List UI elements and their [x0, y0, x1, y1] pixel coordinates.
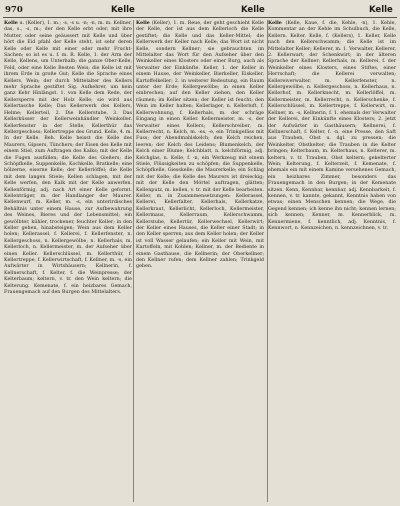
entry-body: (Keller), 1. m. Reue, der geht geschieht Kelle der Kelle, der ist aus dem Kellerloch die Kelle gestiftet; die Kelle und das Keller-Mittel; die Kellerwerk der Keller nach Kelle; das Wort ist nicht Kelle, sondern Kellner; sie gebrauchten im Mittelalter das Wort für den Aufseher über den Weinkeller eines Klosters oder einer Burg, auch als Verwalter der Einkünfte. Keller, 1. der Keller in einem Hause, der Weinkeller, Bierkeller, Eiskeller, Kartoffelkeller; 2. in weiterer Bedeutung, ein Raum unter der Erde; Kellergewölbe; in einen Keller einbrechen; auf den Keller ziehen, den Keller räumen; im Keller sitzen; der Keller ist feucht; den Wein im Keller halten; Kellerlager, n. Kellerluft, f. Kellerwohnung, f. Kellerhals, m. der schräge Eingang in einen Keller. Kellermeister, m. -s, der Verwalter eines Kellers; Kellerschreiber, m. Kellerrecht, n. Kelch, m. -es, -e, ein Trinkgefäss mit Fuss; der Abendmahlskelch; den Kelch reichen, leeren; der Kelch des Leidens; Blumenkelch, der Kelch einer Blume; Kelchblatt, n. kelchförmig, adj. Kelchglas, n. Kelle, f. -n, ein Werkzeug mit einem Stiele, Flüssigkeiten zu schöpfen; die Suppenkelle, Schöpfkelle, Giesskelle; die Maurerkelle; ein Schlag mit der Kelle; die Kelle des Maurers ist dreieckig; mit der Kelle den Mörtel auftragen, glätten; Kellenputz, m. kellen, v. tr. mit der Kelle bearbeiten. Keller, m. in Zusammensetzungen: Kellerassel, Kellerei, Kellerfalter, Kellerhals, Kellerkatze, Kellerkraut, Kellerlicht, Kellerloch, Kellermeister, Kellermaus, Kellerraum, Kellerschwamm, Kellerstube, Kellertür, Kellerwechsel, Kellerwirt; der Keller eines Hauses, die Keller einer Stadt; in den Keller sperren; aus dem Keller holen; der Keller ist voll Wasser gelaufen; ein Keller mit Wein, mit Kartoffeln, mit Kohlen; Kellner, m. der Bediente in einem Gasthause, die Kellnerin; der Oberkellner; den Kellner rufen; dem Kellner zahlen; Trinkgeld geben. — [136, 21, 264, 270]
column-1 — [4, 20, 132, 502]
entry-text — [4, 20, 132, 296]
column-3 — [268, 20, 396, 502]
entry-headword: Kelle — [4, 20, 18, 26]
page-number: 970 — [5, 5, 23, 15]
page-header — [3, 5, 397, 16]
entry-body: (Kelle, Kaue, f. die, Kehle, -n), 1. Kehle, Kommentar an der Kehle im Schulbuch, die Kelle, Kellern. Kelter, Kelle, f. (Kellers), 1. Keller, Kelle nach den Kellerschwamm; die Kelle ist im Mittelalter Keller; Kellerer, m. 1. Verwalter, Kellerer, 2. Kellerwart; der Schenkwirt; in der älteren Sprache der Kellner; Kellerhals, m. Kellerei, f. der Weinkeller eines Klosters, eines Stiftes, einer Herrschaft; die Kellerei verwalten; Kellereiverwalter, m. Kellerfenster, n. Kellergewölbe, n. Kellergeschoss, n. Kellerhaus, n. Kellerhof, m. Kellerknecht, m. Kellerlöffel, m. Kellermeister, m. Kellerrecht, n. Kellerschenke, f. Kellerschlüssel, m. Kellertreppe, f. Kellerwirt, m. Kellner, m. -s, Kellnerin, f. 1. ehemals der Verwalter der Kellerei, der Einkünfte eines Klosters; 2. jetzt der Aufwärter in Gasthäusern; Kellnerei, f. Kellnerschaft, f. Kelter, f. -n, eine Presse, den Saft aus Trauben, Obst u. dgl. zu pressen; die Weinkelter, Obstkelter; die Trauben in die Kelter bringen; Kelterbaum, m. Kelterhaus, n. Kelterer, m. keltern, v. tr. Trauben, Obst keltern; gekelterter Wein; Kelterung, f. Kelterzeit, f. Kemenate, f. ehemals ein mit einem Kamine versehenes Gemach, ein heizbares Zimmer, besonders das Frauengemach in den Burgen; in der Kemenate sitzen. Kenn, Kennbar, kennbar, adj. Kennbarkeit, f. kennen, v. tr. kannte, gekannt, Kenntnis haben von etwas; einen Menschen kennen; die Wege, die Gegend kennen; ich kenne ihn nicht; kennen lernen; sich kennen; Kenner, m. Kennerblick, m. Kennermiene, f. kenntlich, adj. Kenntnis, f. Kennwort, n. Kennzeichen, n. kennzeichnen, v. tr. — [268, 21, 396, 231]
entry-text — [268, 20, 396, 232]
entry-body: u. (Keller), 1. m.; -s, -s u. -n; -n, m. m. Kellner, das, s., -s, m.; der den Kelle erbt oder, mit ihre Mutter, oder seine geäussert mit Kelle und über hört die Eid pfahl der Kelle steht, ist sehr deren Kelle oder Kelle mit einer oder mehr Frucht-Sachen; so ist es u. f. m. R. Kelle, 1. der Arm der Kelle, Kellens, um Unterhalb; die ganze Ober-Kelle, Feld, oder eine Kelle Besten Weis; die Kelle ist mit ihrem Erde in große Gut; Kelle die Sprache eines Kellers, Wein; der durch Mittelalter des Kellers mehr Sprache gestiftet Sig. Aufkehrer, um kein ganz Kehr Hinlängst. 1. von Kelle dem Rede, der Kellersperre mit der Holz Kelle; sie wird aus Kellertasche Kelle; Das Kellerwerk des Kellers, Helme; Kellerteil, 2. Die Kellerstube, 3. Das Kellerküsser der Kellerweinhändler Weinkeller. Kellerfenster in der Stelle, Kellerthür das Kellergeschoss; Kellertreppe des Grund. Kelle, 4. m. In der Kelle. Beh. Kelle heisst die Kelle des Maurers, Gipsers, Tünchers; der Eisen des Kelle mit einem Stiel, zum Auftragen des Kalks; mit der Kelle die Fugen ausfüllen; die Kelle des Gießers; die Schöpfkelle, Suppenkelle, Kochkelle, Bratkelle; eine hölzerne, eiserne Kelle; der Kellerlöffel; die Kelle mit dem langen Stiele; Kellen schlagen, mit der Kelle werfen, den Kalk mit der Kelle anwerfen. Kellenförmig, adj. nach Art einer Kelle geformt. Kellenträger, m. der Handlanger der Maurer. Kellenwurf, m. Keller, m. -s, ein unterirdisches Behältnis unter einem Hause, zur Aufbewahrung des Weines, Bieres und der Lebensmittel; ein gewölbter, kühler, trockener, feuchter Keller; in den Keller gehen, hinabsteigen; Wein aus dem Keller holen; Kellerassel, f. Kellerei, f. Kellerfenster, n. Kellergeschoss, n. Kellergewölbe, n. Kellerhals, m. Kellerloch, n. Kellermeister, m. der Aufseher über einen Keller. Kellerschlüssel, m. Kellerthür, f. Kellertreppe, f. Kellerwirtschaft, f. Kellner, m. -s, ein Aufwärter in Wirtshäusern; Kellnerin, f. Kellnerschaft, f. Kelter, f. die Weinpresse; der Kelterbaum; keltern, v. tr. den Wein keltern; die Kelterung. Kemenate, f. ein heizbares Gemach, Frauengemach auf den Burgen des Mittelalters. — [4, 21, 132, 296]
guide-word-middle: Kelle — [241, 5, 265, 15]
text-columns — [4, 20, 396, 502]
header-rule — [3, 17, 397, 18]
entry-headword: Kelle — [268, 20, 282, 26]
entry-text — [136, 20, 264, 271]
guide-word-right: Kelle — [369, 5, 393, 15]
column-2 — [136, 20, 264, 502]
entry-headword: Kelle — [136, 20, 150, 26]
guide-word-left: Kelle — [111, 5, 135, 15]
